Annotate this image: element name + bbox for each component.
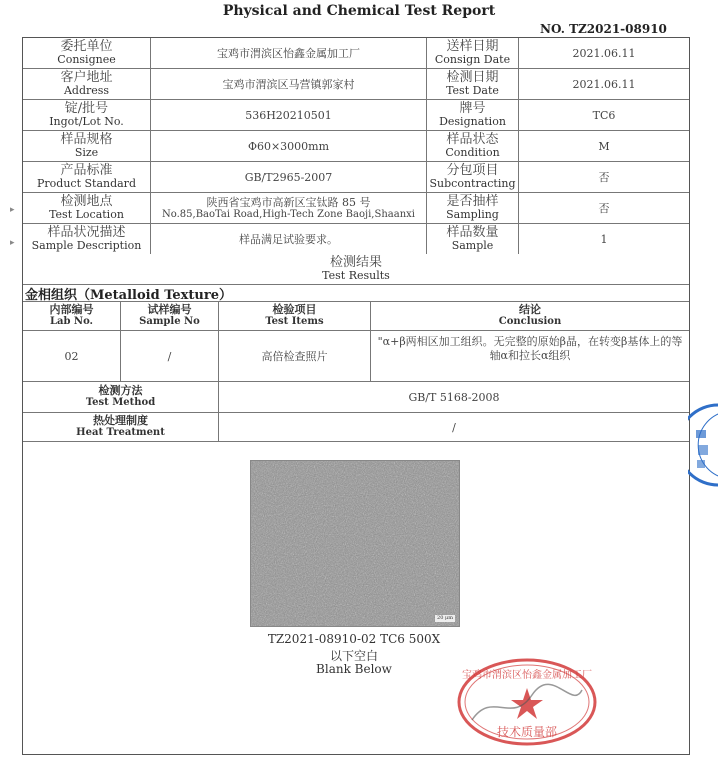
col-zh: 检验项目	[272, 303, 317, 316]
heat-label	[23, 413, 219, 441]
label-en: Designation	[439, 115, 506, 128]
info-row-address	[23, 69, 689, 100]
label-zh: 是否抽样	[446, 194, 499, 209]
value: 否	[598, 171, 610, 184]
label-en: Condition	[445, 146, 500, 159]
heat-zh: 热处理制度	[93, 414, 148, 427]
heat-value-cell	[219, 413, 689, 441]
cell-sample-no	[121, 331, 219, 381]
label-zh: 样品状况描述	[47, 225, 126, 240]
label-zh: 样品数量	[446, 225, 499, 240]
method-zh: 检测方法	[98, 384, 143, 397]
label-cell	[427, 224, 519, 254]
value: M	[598, 139, 610, 153]
value-cell	[519, 100, 689, 130]
svg-text:技术质量部: 技术质量部	[496, 725, 558, 739]
label-cell	[23, 69, 151, 99]
label-zh: 锭/批号	[64, 101, 109, 116]
col-zh: 内部编号	[49, 303, 94, 316]
label-zh: 样品状态	[446, 132, 499, 147]
report-title: Physical and Chemical Test Report	[222, 3, 496, 19]
label-en: Test Location	[49, 208, 124, 221]
value: GB/T2965-2007	[244, 170, 333, 184]
label-en: Subcontracting	[429, 177, 516, 190]
info-row-sample	[23, 224, 689, 254]
info-section	[23, 38, 689, 254]
value-cell	[519, 131, 689, 161]
blank-below-en: Blank Below	[316, 662, 392, 676]
label-cell	[427, 193, 519, 223]
cell-test-item	[219, 331, 371, 381]
label-cell	[23, 100, 151, 130]
col-lab-no	[23, 302, 121, 330]
label-cell	[23, 38, 151, 68]
side-seal-graphic	[688, 400, 718, 490]
photo-caption: TZ2021-08910-02 TC6 500X	[267, 632, 441, 646]
label-cell	[427, 38, 519, 68]
svg-text:宝鸡市渭滨区怡鑫金属加工厂: 宝鸡市渭滨区怡鑫金属加工厂	[462, 670, 592, 681]
col-en: Test Items	[265, 316, 324, 327]
heat-treatment-row	[23, 413, 689, 442]
col-test-items	[219, 302, 371, 330]
micrograph-texture	[251, 461, 459, 626]
method-row	[23, 382, 689, 413]
label-en: Size	[74, 146, 99, 159]
value: Φ60×3000mm	[247, 139, 330, 153]
blank-below-zh: 以下空白	[329, 649, 378, 663]
value: 样品满足试验要求。	[239, 233, 338, 246]
label-zh: 送样日期	[446, 39, 499, 54]
value: 1	[600, 232, 608, 246]
label-zh: 检测地点	[60, 194, 113, 209]
value: 陕西省宝鸡市高新区宝钛路 85 号	[206, 195, 371, 209]
sample-no: /	[167, 349, 172, 363]
seal-graphic	[452, 650, 602, 750]
label-cell	[427, 100, 519, 130]
test-item: 高倍检查照片	[261, 350, 328, 363]
label-en: Consign Date	[434, 53, 511, 66]
conclusion: "α+β两相区加工组织。无完整的原始β晶，在转变β基体上的等轴α和拉长α组织	[377, 335, 683, 362]
value-cell	[519, 224, 689, 254]
value-cell	[519, 162, 689, 192]
label-zh: 委托单位	[60, 39, 113, 54]
label-en: Ingot/Lot No.	[49, 115, 124, 128]
label-zh: 牌号	[459, 101, 486, 116]
col-zh: 结论	[519, 303, 541, 316]
label-en: Test Date	[446, 84, 499, 97]
label-zh: 产品标准	[60, 163, 113, 178]
value-en: No.85,BaoTai Road,High-Tech Zone Baoji,Shaanxi	[162, 208, 415, 220]
label-zh: 客户地址	[60, 70, 113, 85]
method-value: GB/T 5168-2008	[408, 390, 500, 404]
info-row-lot	[23, 100, 689, 131]
metalloid-header-row	[23, 302, 689, 331]
cell-lab-no	[23, 331, 121, 381]
lab-no: 02	[64, 349, 79, 363]
side-seal	[688, 400, 718, 490]
value-cell	[151, 38, 427, 68]
label-en: Address	[63, 84, 110, 97]
info-row-size	[23, 131, 689, 162]
value: 536H20210501	[245, 108, 332, 122]
label-zh: 分包项目	[446, 163, 499, 178]
value-cell	[519, 69, 689, 99]
results-zh: 检测结果	[329, 255, 382, 270]
label-en: Sample	[451, 239, 494, 252]
col-en: Lab No.	[49, 316, 94, 327]
label-en: Product Standard	[37, 177, 136, 190]
label-cell	[427, 162, 519, 192]
value: 2021.06.11	[572, 77, 636, 91]
col-en: Conclusion	[498, 316, 562, 327]
label-cell	[23, 193, 151, 223]
label-cell	[427, 69, 519, 99]
method-value-cell	[219, 382, 689, 412]
scale-bar: 20 μm	[435, 615, 455, 622]
col-sample-no	[121, 302, 219, 330]
margin-mark: ▸	[10, 238, 15, 248]
info-row-location	[23, 193, 689, 224]
value-cell	[151, 69, 427, 99]
label-cell	[427, 131, 519, 161]
value: 宝鸡市渭滨区怡鑫金属加工厂	[217, 47, 360, 60]
value-cell	[519, 193, 689, 223]
value-cell	[151, 224, 427, 254]
method-en: Test Method	[85, 397, 156, 408]
results-heading-row	[23, 254, 689, 285]
label-en: Sample Description	[31, 239, 142, 252]
value-cell	[151, 100, 427, 130]
value-cell	[519, 38, 689, 68]
col-en: Sample No	[139, 316, 200, 327]
method-label	[23, 382, 219, 412]
value: 宝鸡市渭滨区马营镇郭家村	[222, 78, 355, 91]
label-en: Sampling	[446, 208, 499, 221]
col-zh: 试样编号	[147, 303, 192, 316]
label-cell	[23, 131, 151, 161]
company-seal	[452, 650, 602, 750]
info-row-consignee	[23, 38, 689, 69]
value-cell	[151, 162, 427, 192]
label-cell	[23, 224, 151, 254]
cell-conclusion	[371, 331, 689, 381]
metalloid-section-title: 金相组织（Metalloid Texture）	[23, 285, 689, 302]
value: TC6	[592, 108, 616, 122]
results-en: Test Results	[322, 269, 390, 282]
value: 否	[598, 202, 610, 215]
margin-mark: ▸	[10, 205, 15, 215]
info-row-standard	[23, 162, 689, 193]
label-zh: 检测日期	[446, 70, 499, 85]
metalloid-data-row	[23, 331, 689, 382]
heat-en: Heat Treatment	[76, 427, 165, 438]
results-heading	[23, 254, 689, 284]
value-cell	[151, 131, 427, 161]
label-cell	[23, 162, 151, 192]
col-conclusion	[371, 302, 689, 330]
heat-value: /	[452, 420, 456, 434]
micrograph-image	[250, 460, 460, 627]
report-number: NO. TZ2021-08910	[540, 22, 667, 36]
value-cell	[151, 193, 427, 223]
label-zh: 样品规格	[60, 132, 113, 147]
label-en: Consignee	[57, 53, 116, 66]
value: 2021.06.11	[572, 46, 636, 60]
